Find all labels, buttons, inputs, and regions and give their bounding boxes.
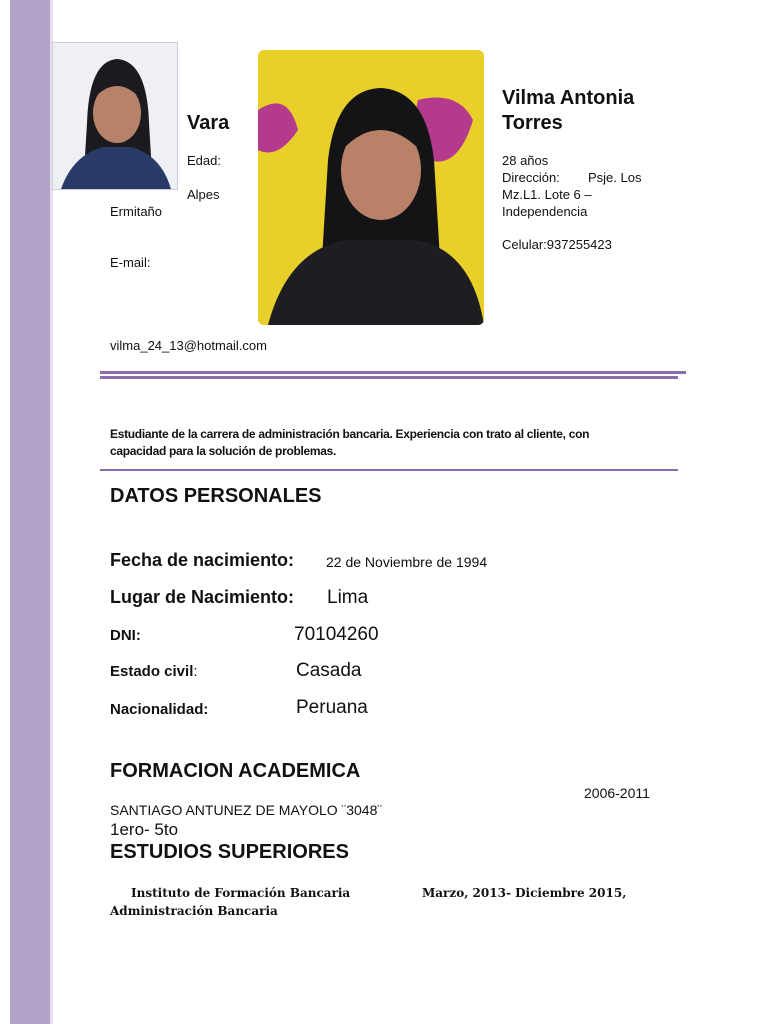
age-value: 28 años (502, 153, 549, 168)
birth-date-value: 22 de Noviembre de 1994 (326, 554, 488, 570)
birthplace-label: Lugar de Nacimiento: (110, 587, 295, 607)
civil-status-colon: : (193, 663, 198, 680)
summary-divider (100, 469, 678, 471)
address-block: Mz.L1. Lote 6 – (502, 187, 592, 202)
address-district: Independencia (502, 204, 588, 219)
address-area: Ermitaño (110, 204, 163, 219)
small-profile-photo (52, 42, 178, 190)
summary-line-2: capacidad para la solución de problemas. (110, 444, 337, 458)
school-grades: 1ero- 5to (110, 820, 179, 839)
sidebar-stripe (10, 0, 50, 1024)
first-names: Vilma Antonia (502, 87, 635, 109)
civil-status-label: Estado civil (110, 663, 194, 680)
header-divider-top (100, 371, 686, 374)
email-label: E-mail: (110, 255, 151, 270)
career-name: Administración Bancaria (110, 904, 278, 918)
school-name: SANTIAGO ANTUNEZ DE MAYOLO ¨3048¨ (110, 802, 383, 818)
dni-label: DNI: (110, 627, 141, 644)
address-street-end: Alpes (187, 187, 220, 202)
personal-data-heading: DATOS PERSONALES (110, 485, 322, 507)
address-label: Dirección: (502, 170, 560, 185)
birth-date-label: Fecha de nacimiento: (110, 550, 295, 570)
phone: Celular:937255423 (502, 237, 612, 252)
last-name: Torres (502, 112, 563, 134)
nationality-label: Nacionalidad: (110, 701, 209, 718)
large-profile-photo (258, 50, 484, 325)
dni-value: 70104260 (294, 624, 379, 645)
header-divider-bottom (100, 376, 678, 379)
civil-status-label-wrap (110, 663, 198, 680)
nationality-value: Peruana (296, 697, 368, 718)
academic-years: 2006-2011 (584, 785, 650, 801)
surname-left: Vara (187, 112, 230, 134)
portrait-illustration-large (258, 50, 484, 325)
summary-line-1: Estudiante de la carrera de administración bancaria. Experiencia con trato al cliente, con (110, 427, 590, 441)
age-label: Edad: (187, 153, 221, 168)
birthplace-value: Lima (327, 587, 369, 608)
address-street: Psje. Los (588, 170, 642, 185)
email-value: vilma_24_13@hotmail.com (110, 338, 267, 353)
institute-name: Instituto de Formación Bancaria (131, 886, 351, 900)
academic-heading: FORMACION ACADEMICA (110, 760, 361, 782)
portrait-illustration-small (53, 43, 177, 189)
study-period: Marzo, 2013- Diciembre 2015, (422, 886, 627, 900)
civil-status-value: Casada (296, 660, 362, 681)
higher-education-heading: ESTUDIOS SUPERIORES (110, 841, 349, 863)
